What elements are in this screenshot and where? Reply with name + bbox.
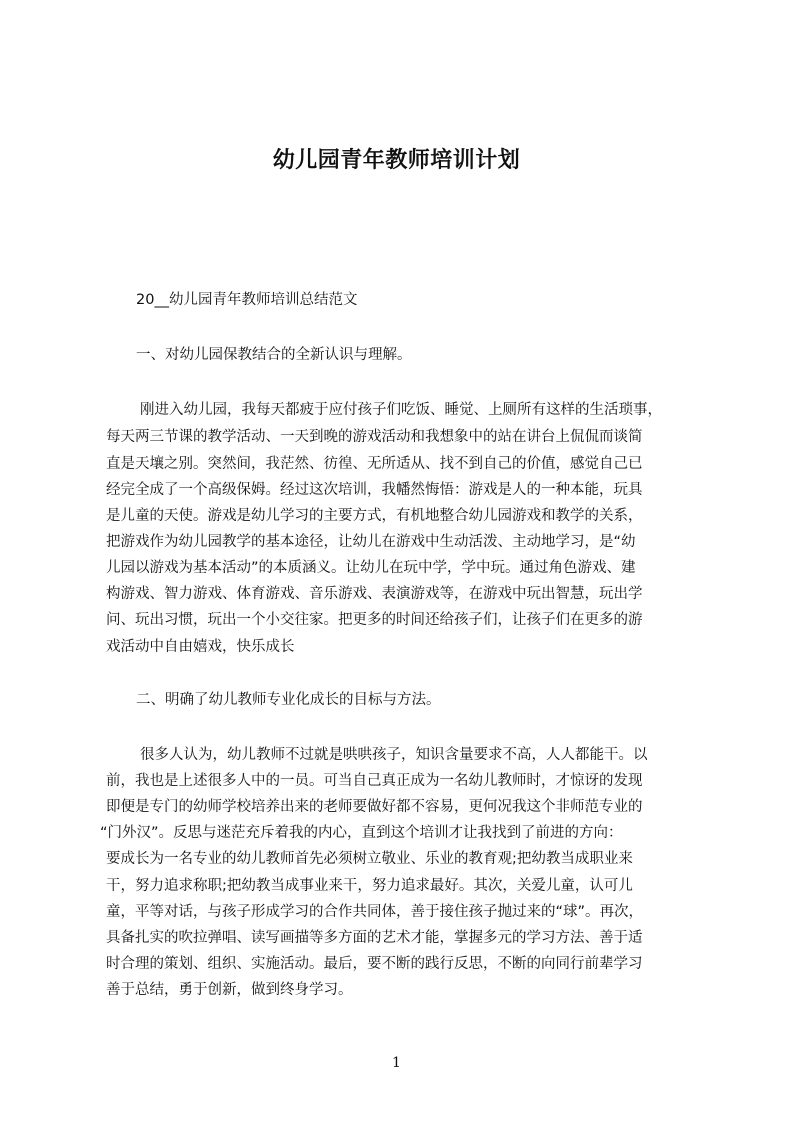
paragraph-line: 前，我也是上述很多人中的一员。可当自己真正成为一名幼儿教师时，才惊讶的发现 bbox=[106, 773, 643, 789]
paragraph-line: 童，平等对话，与孩子形成学习的合作共同体，善于接住孩子抛过来的“球”。再次， bbox=[106, 904, 644, 920]
paragraph-line: 善于总结，勇于创新，做到终身学习。 bbox=[106, 982, 353, 998]
paragraph-line: 直是天壤之别。突然间，我茫然、彷徨、无所适从、找不到自己的价值，感觉自己已 bbox=[106, 456, 643, 472]
paragraph-line: 具备扎实的吹拉弹唱、读写画描等多方面的艺术才能，掌握多元的学习方法、善于适 bbox=[106, 930, 643, 946]
paragraph-line: 刚进入幼儿园，我每天都疲于应付孩子们吃饭、睡觉、上厕所有这样的生活琐事， bbox=[140, 402, 662, 418]
paragraph-line: 要成长为一名专业的幼儿教师首先必须树立敬业、乐业的教育观;把幼教当成职业来 bbox=[106, 851, 633, 867]
paragraph-line: 构游戏、智力游戏、体育游戏、音乐游戏、表演游戏等，在游戏中玩出智慧，玩出学 bbox=[106, 586, 643, 602]
paragraph-line: 是儿童的天使。游戏是幼儿学习的主要方式，有机地整合幼儿园游戏和教学的关系， bbox=[106, 508, 643, 524]
paragraph-line: 即便是专门的幼师学校培养出来的老师要做好都不容易，更何况我这个非师范专业的 bbox=[106, 799, 643, 815]
document-title: 幼儿园青年教师培训计划 bbox=[272, 148, 521, 173]
paragraph-line: 儿园以游戏为基本活动”的本质涵义。让幼儿在玩中学，学中玩。通过角色游戏、建 bbox=[106, 560, 636, 576]
paragraph-line: 很多人认为，幼儿教师不过就是哄哄孩子，知识含量要求不高，人人都能干。以 bbox=[140, 747, 648, 763]
paragraph-line: 每天两三节课的教学活动、一天到晚的游戏活动和我想象中的站在讲台上侃侃而谈简 bbox=[106, 429, 643, 445]
paragraph-line: 问、玩出习惯，玩出一个小交往家。把更多的时间还给孩子们，让孩子们在更多的游 bbox=[106, 612, 643, 628]
paragraph-line: “门外汉”。反思与迷茫充斥着我的内心，直到这个培训才让我找到了前进的方向： bbox=[100, 825, 623, 841]
paragraph-line: 干，努力追求称职;把幼教当成事业来干，努力追求最好。其次，关爱儿童，认可儿 bbox=[106, 878, 633, 894]
paragraph-line: 把游戏作为幼儿园教学的基本途径，让幼儿在游戏中生动活泼、主动地学习，是“幼 bbox=[106, 534, 636, 550]
paragraph-line: 经完全成了一个高级保姆。经过这次培训，我幡然悔悟：游戏是人的一种本能，玩具 bbox=[106, 482, 643, 498]
paragraph-line: 时合理的策划、组织、实施活动。最后，要不断的践行反思，不断的向同行前辈学习 bbox=[106, 956, 643, 972]
section-heading-2: 二、明确了幼儿教师专业化成长的目标与方法。 bbox=[136, 692, 441, 708]
section-heading-1: 一、对幼儿园保教结合的全新认识与理解。 bbox=[136, 347, 412, 363]
document-subtitle: 20__幼儿园青年教师培训总结范文 bbox=[136, 292, 358, 308]
paragraph-line: 戏活动中自由嬉戏，快乐成长 bbox=[106, 639, 295, 655]
page-number: 1 bbox=[392, 1055, 401, 1071]
